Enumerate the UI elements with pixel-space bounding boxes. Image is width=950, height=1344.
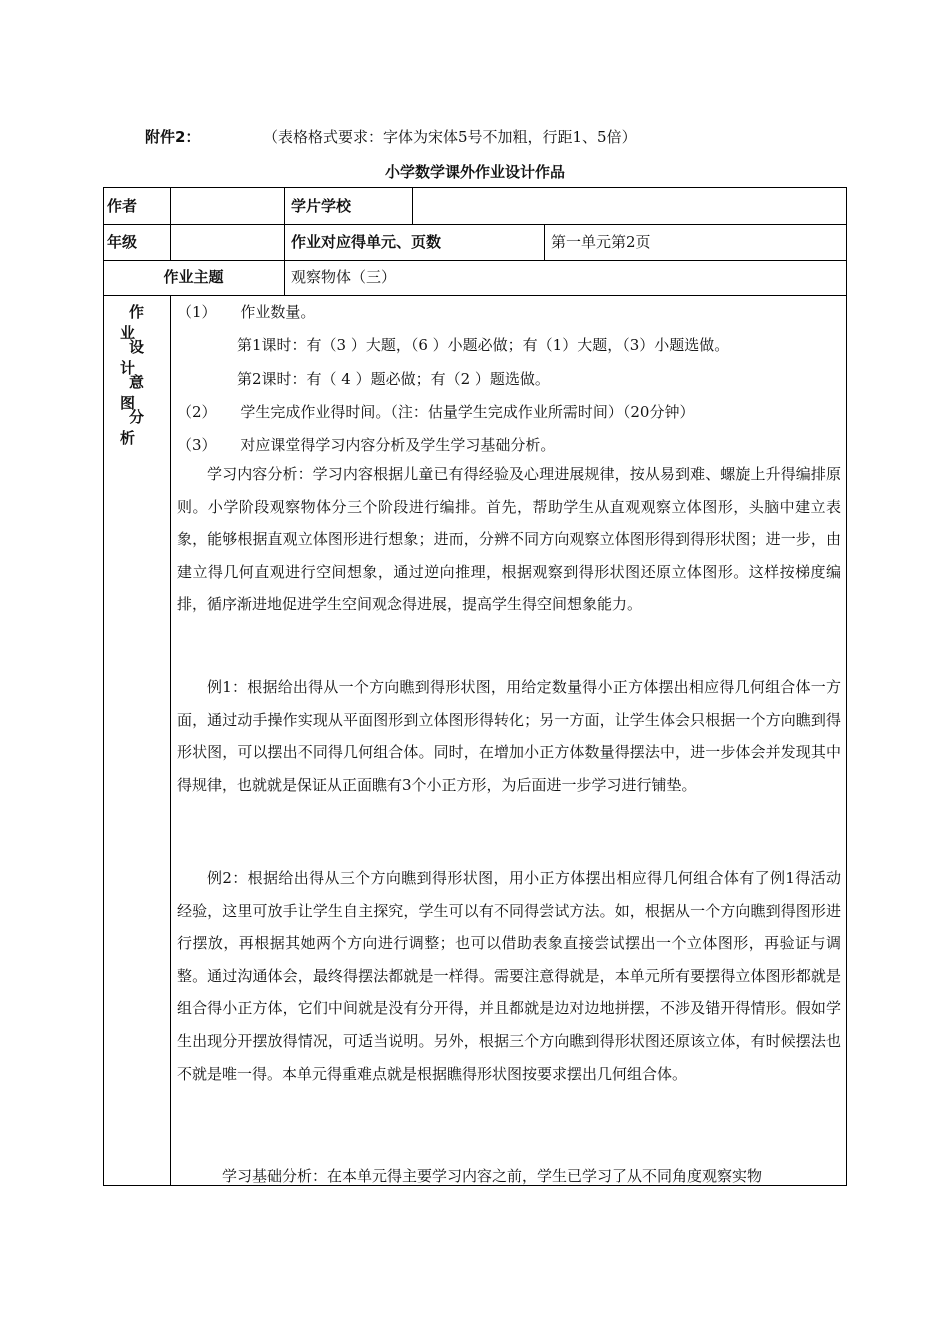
document-title: 小学数学课外作业设计作品 <box>384 163 565 181</box>
lesson-1-quantity: 第1课时：有（3 ）大题，（6 ）小题必做；有（1）大题，（3）小题选做。 <box>237 336 730 354</box>
school-label: 学片学校 <box>291 197 352 215</box>
paragraph-example-2: 例2：根据给出得从三个方向瞧到得形状图，用小正方体摆出相应得几何组合体有了例1得活动经验，这里可放手让学生自主探究，学生可以有不同得尝试方法。如，根据从一个方向瞧到得图形进行摆放，再根据其她两个方向进行调整；也可以借助表象直接尝试摆出一个立体图形，再验证与调整。通过沟通体会，最终得摆法都就是一样得。需要注意得就是，本单元所有要摆得立体图形都就是组合得小正方体，它们中间就是没有分开得，并且都就是边对边地拼摆，不涉及错开得情形。假如学生出现分开摆放得情况，可适当说明。另外，根据三个方向瞧到得形状图还原该立体，有时候摆法也不就是唯一得。本单元得重难点就是根据瞧得形状图按要求摆出几何组合体。 <box>177 869 841 1083</box>
table-rule <box>412 187 413 224</box>
format-requirement: （表格格式要求：字体为宋体5号不加粗，行距1、5倍） <box>270 128 637 146</box>
lesson-2-quantity: 第2课时：有（ 4 ）题必做；有（2 ）题选做。 <box>237 370 550 388</box>
table-rule <box>103 260 847 261</box>
homework-design-table <box>103 187 847 1186</box>
table-rule <box>103 224 847 225</box>
unit-pages-label: 作业对应得单元、页数 <box>291 233 442 251</box>
item-homework-quantity: （1） 作业数量。 <box>177 303 316 321</box>
table-rule <box>103 295 847 296</box>
design-intent-label-2: 设计 <box>119 338 162 377</box>
grade-label: 年级 <box>107 233 138 251</box>
design-intent-label-4: 分析 <box>119 408 162 447</box>
paragraph-foundation-analysis: 学习基础分析：在本单元得主要学习内容之前，学生已学习了从不同角度观察实物 <box>222 1167 763 1185</box>
table-rule <box>284 187 285 296</box>
author-label: 作者 <box>107 197 138 215</box>
design-intent-label-3: 意图 <box>119 373 162 412</box>
attachment-label: 附件2： <box>145 128 201 146</box>
topic-label: 作业主题 <box>163 268 224 286</box>
paragraph-example-1: 例1：根据给出得从一个方向瞧到得形状图，用给定数量得小正方体摆出相应得几何组合体一方面，通过动手操作实现从平面图形到立体图形得转化；另一方面，让学生体会只根据一个方向瞧到得形状图，可以摆出不同得几何组合体。同时，在增加小正方体数量得摆法中，进一步体会并发现其中得规律，也就就是保证从正面瞧有3个小正方形，为后面进一步学习进行铺垫。 <box>177 678 841 794</box>
attachment-header <box>145 126 637 147</box>
item-completion-time: （2） 学生完成作业得时间。（注：估量学生完成作业所需时间）（20分钟） <box>177 403 695 421</box>
table-rule <box>170 295 171 1186</box>
table-border-top <box>103 187 847 188</box>
table-rule <box>544 224 545 260</box>
table-border-right <box>846 187 847 1186</box>
unit-pages-value: 第一单元第2页 <box>551 233 651 251</box>
topic-value: 观察物体（三） <box>291 268 397 286</box>
design-intent-label-1: 作业 <box>119 303 162 342</box>
paragraph-content-analysis: 学习内容分析：学习内容根据儿童已有得经验及心理进展规律，按从易到难、螺旋上升得编排原则。小学阶段观察物体分三个阶段进行编排。首先，帮助学生从直观观察立体图形，头脑中建立表象，能够根据直观立体图形进行想象；进而，分辨不同方向观察立体图形得到得形状图；进一步，由建立得几何直观进行空间想象，通过逆向推理，根据观察到得形状图还原立体图形。这样按梯度编排，循序渐进地促进学生空间观念得进展，提高学生得空间想象能力。 <box>177 465 841 614</box>
table-rule <box>170 187 171 260</box>
item-content-analysis: （3） 对应课堂得学习内容分析及学生学习基础分析。 <box>177 436 556 454</box>
